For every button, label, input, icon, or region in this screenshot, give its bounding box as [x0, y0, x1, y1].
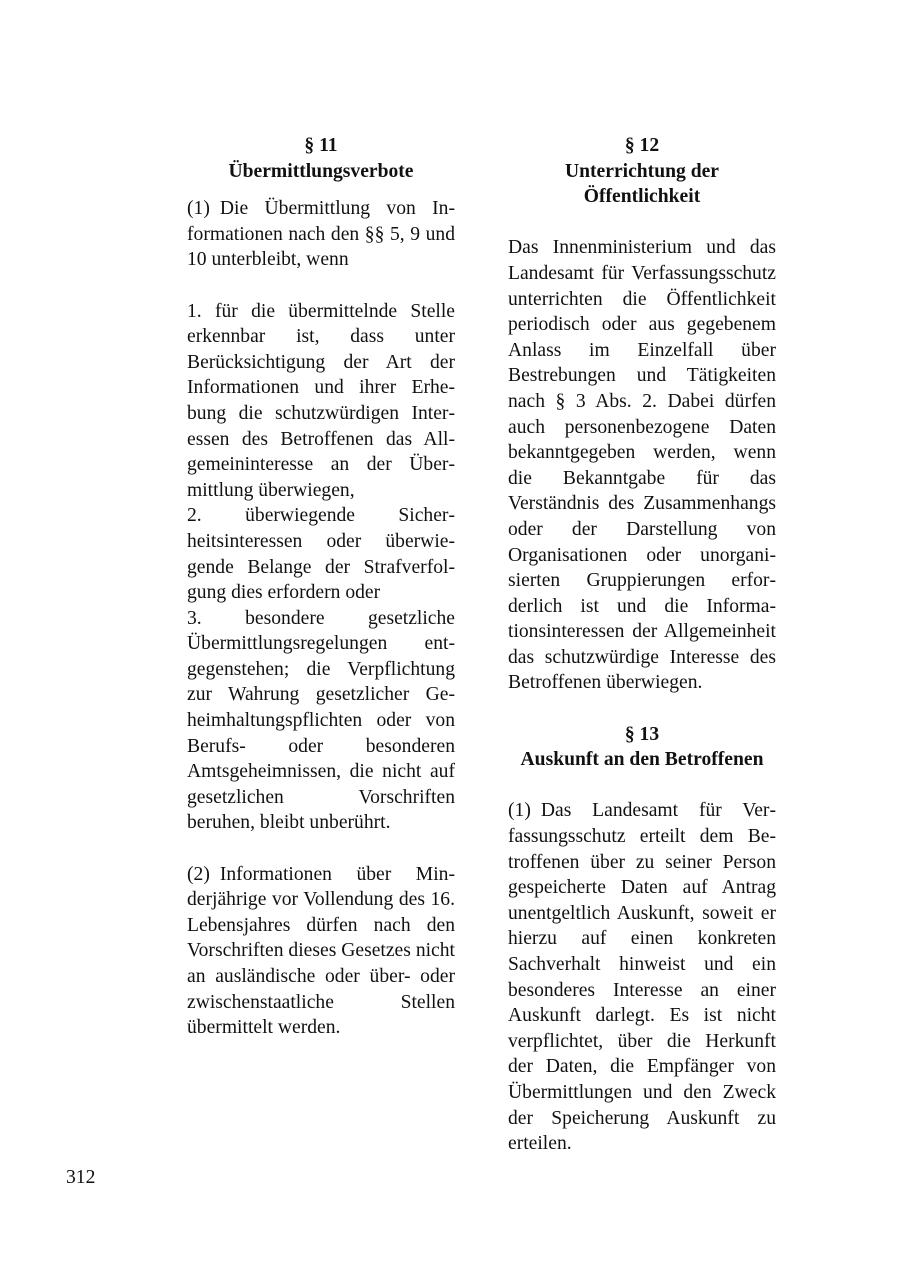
section-13-title: Auskunft an den Betroffenen — [520, 749, 764, 771]
section-12-heading — [508, 133, 776, 210]
page-number: 312 — [66, 1167, 96, 1188]
list-item-3: 3. besondere gesetzliche Übermittlungsregelungen entgegenstehen; die Verpflichtung zur Wahrung gesetzlicher Geheimhaltungspflichten oder von Berufs- oder besonderen Amtsgeheimnissen, die nicht auf gesetzlichen Vorschriften beruhen, bleibt unberührt. — [187, 607, 455, 834]
section-13-heading — [508, 722, 776, 773]
section-11-paragraph-1 — [187, 196, 455, 273]
section-13-paragraph-1 — [508, 798, 776, 1156]
section-13-number: § 13 — [624, 723, 660, 745]
list-item-2: 2. überwiegende Sicherheitsinteressen oder überwiegende Belange der Strafverfolgung dies erfordern oder — [187, 505, 455, 604]
section-12-title: Unterrichtung der Öffentlichkeit — [564, 160, 719, 208]
right-column — [508, 133, 776, 1157]
list-item-1: 1. für die übermittelnde Stelle erkennbar ist, dass unter Berücksichtigung der Art der Informationen und ihrer Erhebung die schutzwürdigen Interessen des Betroffenen das Allgemeininteresse an der Übermittlung überwiegen, — [187, 300, 455, 501]
section-11-title: Übermittlungsverbote — [228, 160, 414, 182]
paragraph-number: (2) — [187, 863, 210, 885]
paragraph-number: (1) — [187, 198, 210, 220]
paragraph-text: Das Landesamt für Verfassungsschutz erteilt dem Betroffenen über zu seiner Person gespeicherte Daten auf Antrag unentgeltlich Auskunft, soweit er hierzu auf einen konkreten Sachverhalt hinweist und ein besonderes Interesse an einer Auskunft darlegt. Es ist nicht verpflichtet, über die Herkunft der Daten, die Empfänger von Übermittlungen und den Zweck der Speicherung Auskunft zu erteilen. — [508, 800, 776, 1155]
section-11-paragraph-2 — [187, 862, 455, 1041]
section-12-text: Das Innenministerium und das Landesamt für Verfassungsschutz unterrichten die Öffentlichkeit periodisch oder aus gegebenem Anlass im Einzelfall über Bestrebungen und Tätigkeiten nach § 3 Abs. 2. Dabei dürfen auch personenbezogene Daten bekanntgegeben werden, wenn die Bekanntgabe für das Verständnis des Zusammenhangs oder der Darstellung von Organisationen oder unorganisierten Gruppierungen erforderlich ist und die Informationsinteressen der Allgemeinheit das schutzwürdige Interesse des Betroffenen überwiegen. — [508, 237, 776, 694]
paragraph-text: Informationen über Minderjährige vor Vollendung des 16. Lebensjahres dürfen nach den Vorschriften dieses Gesetzes nicht an ausländische oder über- oder zwischenstaatliche Stellen übermittelt werden. — [187, 863, 455, 1039]
section-12-number: § 12 — [624, 135, 660, 156]
section-11-heading — [187, 133, 455, 184]
left-column — [187, 133, 455, 1041]
paragraph-text: Die Übermittlung von Informationen nach den §§ 5, 9 und 10 unterbleibt, wenn — [187, 198, 455, 271]
paragraph-number: (1) — [508, 800, 531, 822]
section-11-number: § 11 — [304, 135, 338, 156]
